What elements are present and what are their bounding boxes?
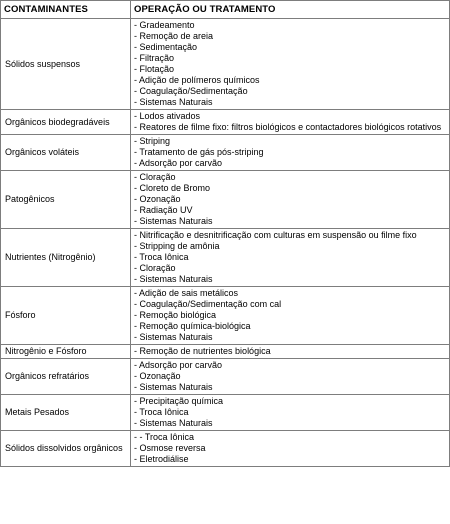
operations-cell — [131, 135, 450, 171]
operation-item: - Sistemas Naturais — [134, 216, 213, 226]
header-row — [1, 1, 450, 19]
operation-item: - Nitrificação e desnitrificação com culturas em suspensão ou filme fixo — [134, 230, 417, 240]
operations-cell — [131, 431, 450, 467]
operation-item: - - Troca Iônica — [134, 432, 195, 442]
table-row — [1, 345, 450, 359]
operation-item: - Sistemas Naturais — [134, 97, 213, 107]
operation-item: - Sistemas Naturais — [134, 418, 213, 428]
operation-item: - Reatores de filme fixo: filtros biológicos e contactadores biológicos rotativos — [134, 122, 442, 132]
table-row — [1, 431, 450, 467]
table-row — [1, 395, 450, 431]
operation-item: - Sistemas Naturais — [134, 332, 213, 342]
header-contaminantes: CONTAMINANTES — [1, 1, 131, 19]
operation-item: - Adição de polímeros químicos — [134, 75, 260, 85]
contaminant-cell: Sólidos dissolvidos orgânicos — [1, 431, 131, 467]
operation-item: - Cloração — [134, 263, 176, 273]
operation-item: - Sistemas Naturais — [134, 274, 213, 284]
operations-cell — [131, 171, 450, 229]
operation-item: - Tratamento de gás pós-striping — [134, 147, 264, 157]
table-header — [1, 1, 450, 19]
operations-cell — [131, 229, 450, 287]
table-row — [1, 171, 450, 229]
operation-item: - Flotação — [134, 64, 175, 74]
operation-item: - Troca Iônica — [134, 252, 189, 262]
operation-item: - Coagulação/Sedimentação com cal — [134, 299, 282, 309]
table-row — [1, 359, 450, 395]
operation-item: - Stripping de amônia — [134, 241, 220, 251]
contaminant-cell: Nitrogênio e Fósforo — [1, 345, 131, 359]
contaminant-cell: Patogênicos — [1, 171, 131, 229]
operation-item: - Sedimentação — [134, 42, 198, 52]
operation-item: - Osmose reversa — [134, 443, 206, 453]
operation-item: - Radiação UV — [134, 205, 193, 215]
contaminant-cell: Orgânicos voláteis — [1, 135, 131, 171]
operations-cell — [131, 345, 450, 359]
operations-cell — [131, 110, 450, 135]
contaminant-cell: Orgânicos refratários — [1, 359, 131, 395]
operation-item: - Coagulação/Sedimentação — [134, 86, 248, 96]
table-row — [1, 110, 450, 135]
operations-cell — [131, 359, 450, 395]
operation-item: - Eletrodiálise — [134, 454, 189, 464]
operation-item: - Precipitação química — [134, 396, 224, 406]
operation-item: - Gradeamento — [134, 20, 195, 30]
operation-item: - Cloração — [134, 172, 176, 182]
operation-item: - Ozonação — [134, 371, 181, 381]
operation-item: - Striping — [134, 136, 171, 146]
contaminant-cell: Sólidos suspensos — [1, 19, 131, 110]
operations-cell — [131, 19, 450, 110]
contaminant-cell: Nutrientes (Nitrogênio) — [1, 229, 131, 287]
table-row — [1, 19, 450, 110]
operation-item: - Troca Iônica — [134, 407, 189, 417]
contaminant-cell: Orgânicos biodegradáveis — [1, 110, 131, 135]
table-row — [1, 229, 450, 287]
operation-item: - Remoção de nutrientes biológica — [134, 346, 271, 356]
operations-cell — [131, 395, 450, 431]
operation-item: - Adsorção por carvão — [134, 360, 223, 370]
operation-item: - Adsorção por carvão — [134, 158, 223, 168]
operation-item: - Adição de sais metálicos — [134, 288, 239, 298]
operation-item: - Ozonação — [134, 194, 181, 204]
operation-item: - Sistemas Naturais — [134, 382, 213, 392]
header-operacao-tratamento: OPERAÇÃO OU TRATAMENTO — [131, 1, 450, 19]
operation-item: - Remoção de areia — [134, 31, 214, 41]
table-body — [1, 19, 450, 467]
operations-cell — [131, 287, 450, 345]
operation-item: - Cloreto de Bromo — [134, 183, 211, 193]
operation-item: - Lodos ativados — [134, 111, 201, 121]
table-row — [1, 135, 450, 171]
operation-item: - Remoção química-biológica — [134, 321, 251, 331]
operation-item: - Filtração — [134, 53, 175, 63]
contaminant-cell: Metais Pesados — [1, 395, 131, 431]
table-row — [1, 287, 450, 345]
operation-item: - Remoção biológica — [134, 310, 217, 320]
contaminant-cell: Fósforo — [1, 287, 131, 345]
